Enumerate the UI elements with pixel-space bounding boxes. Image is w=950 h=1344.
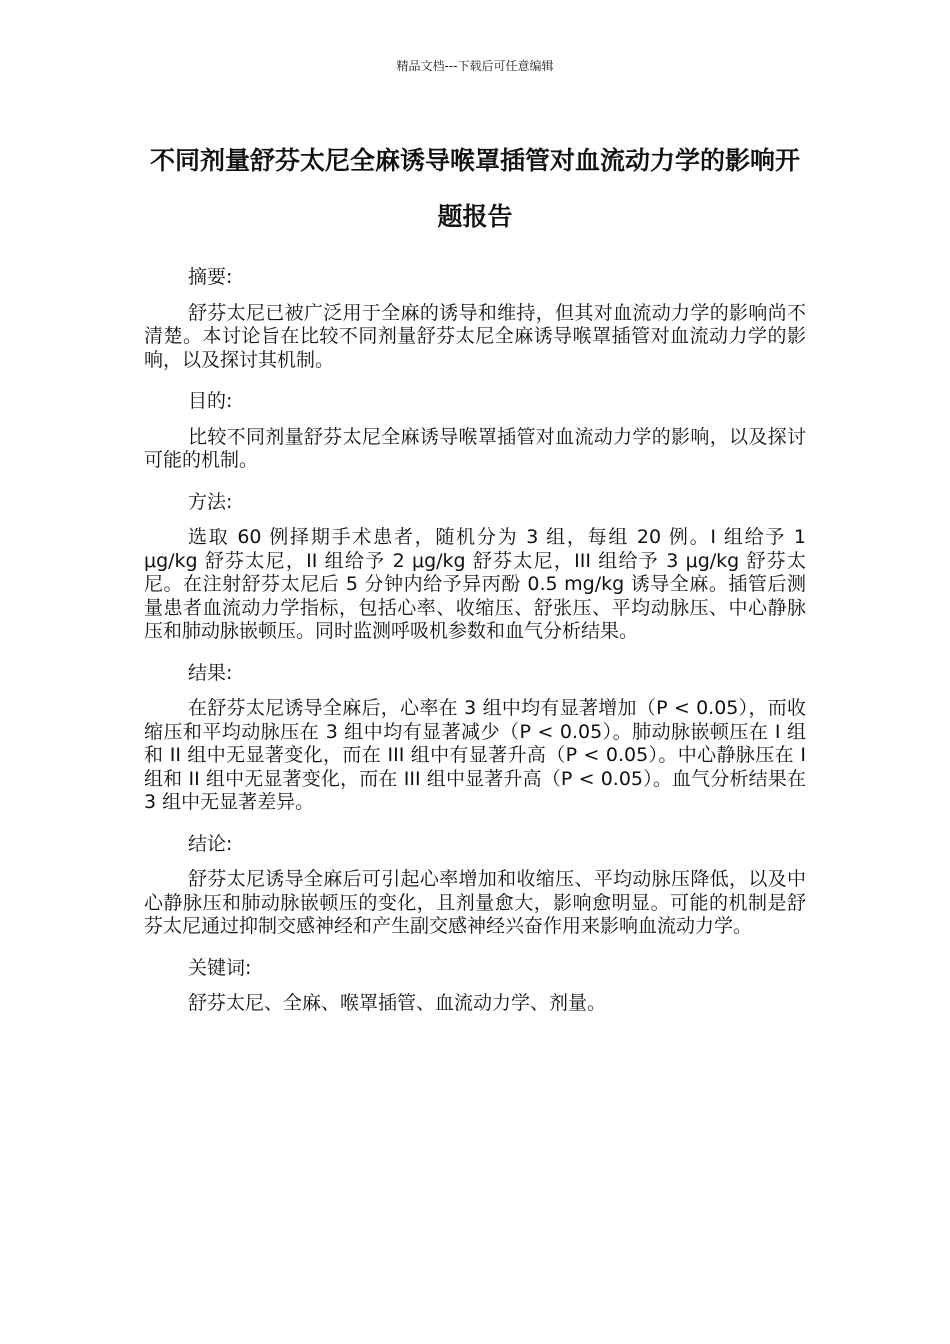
section-heading-results: 结果: xyxy=(188,661,233,684)
section-heading-keywords: 关键词: xyxy=(188,956,252,979)
section-body-results: 在舒芬太尼诱导全麻后，心率在 3 组中均有显著增加（P < 0.05），而收缩压和平均动脉压在 3 组中均有显著减少（P < 0.05）。肺动脉嵌顿压在 I 组和 II 组中无显著变化，而在 III 组中有显著升高（P < 0.05）。中心静脉压在 I 组和 II 组中无显著变化，而在 III 组中显著升高（P < 0.05）。血气分析结果在 3 组中无显著差异。 xyxy=(144,697,806,813)
section-body-methods: 选取 60 例择期手术患者，随机分为 3 组，每组 20 例。I 组给予 1 μg/kg 舒芬太尼，II 组给予 2 μg/kg 舒芬太尼，III 组给予 3 μg/kg 舒芬太尼。在注射舒芬太尼后 5 分钟内给予异丙酚 0.5 mg/kg 诱导全麻。插管后测量患者血流动力学指标，包括心率、收缩压、舒张压、平均动脉压、中心静脉压和肺动脉嵌顿压。同时监测呼吸机参数和血气分析结果。 xyxy=(144,526,806,642)
section-heading-conclusion: 结论: xyxy=(188,832,233,855)
section-heading-methods: 方法: xyxy=(188,490,233,513)
section-body-abstract: 舒芬太尼已被广泛用于全麻的诱导和维持，但其对血流动力学的影响尚不清楚。本讨论旨在比较不同剂量舒芬太尼全麻诱导喉罩插管对血流动力学的影响，以及探讨其机制。 xyxy=(144,301,806,371)
section-heading-abstract: 摘要: xyxy=(188,266,233,288)
section-body-keywords: 舒芬太尼、全麻、喉罩插管、血流动力学、剂量。 xyxy=(188,992,607,1014)
section-body-conclusion: 舒芬太尼诱导全麻后可引起心率增加和收缩压、平均动脉压降低，以及中心静脉压和肺动脉嵌顿压的变化，且剂量愈大，影响愈明显。可能的机制是舒芬太尼通过抑制交感神经和产生副交感神经兴奋作用来影响血流动力学。 xyxy=(144,868,806,937)
section-heading-objective: 目的: xyxy=(188,390,233,412)
header-note: 精品文档---下载后可任意编辑 xyxy=(396,59,554,73)
document-title: 不同剂量舒芬太尼全麻诱导喉罩插管对血流动力学的影响开题报告 xyxy=(149,146,800,231)
document-body xyxy=(144,266,806,1016)
section-body-objective: 比较不同剂量舒芬太尼全麻诱导喉罩插管对血流动力学的影响，以及探讨可能的机制。 xyxy=(144,425,806,471)
